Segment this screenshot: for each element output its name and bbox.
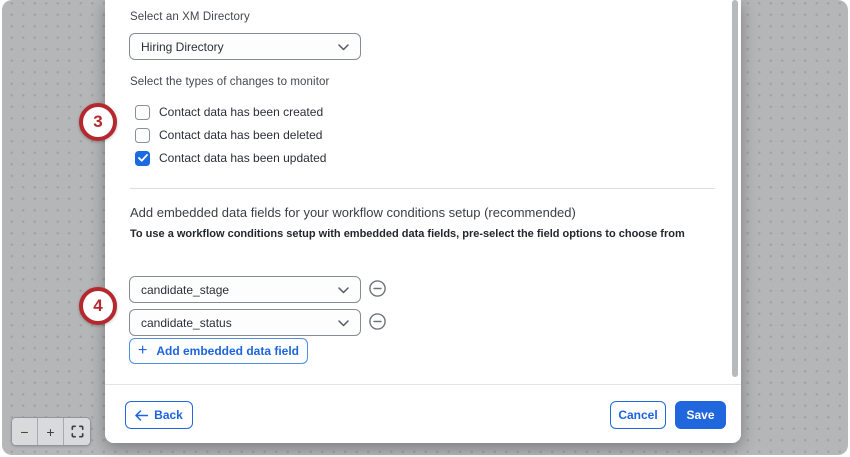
arrow-left-icon <box>135 410 148 421</box>
change-types-label: Select the types of changes to monitor <box>130 76 330 88</box>
chevron-down-icon <box>338 316 349 330</box>
fit-screen-button[interactable] <box>64 418 90 445</box>
modal-footer <box>105 384 741 443</box>
zoom-in-button[interactable] <box>38 418 64 445</box>
plus-icon: + <box>137 341 148 359</box>
embedded-data-subheading: To use a workflow conditions setup with embedded data fields, pre-select the field options to choose from <box>130 228 685 240</box>
chevron-down-icon <box>338 40 349 54</box>
checkbox-row-created[interactable] <box>135 104 323 120</box>
save-button-label: Save <box>686 408 715 422</box>
checkbox-updated-label: Contact data has been updated <box>159 151 327 165</box>
check-icon <box>138 149 148 167</box>
add-embedded-data-field-label: Add embedded data field <box>156 344 300 358</box>
minus-circle-icon <box>369 280 386 300</box>
embedded-field-dropdown-1[interactable] <box>129 276 361 303</box>
embedded-field-1-value: candidate_stage <box>141 282 230 297</box>
remove-field-2-button[interactable] <box>368 314 386 332</box>
directory-label: Select an XM Directory <box>130 11 250 23</box>
checkbox-deleted-label: Contact data has been deleted <box>159 128 323 142</box>
embedded-field-2-value: candidate_status <box>141 315 232 330</box>
section-divider <box>130 188 715 189</box>
cancel-button[interactable] <box>610 401 666 429</box>
fit-screen-icon <box>71 425 84 438</box>
annotation-step-3-number: 3 <box>93 112 103 131</box>
checkbox-row-updated[interactable] <box>135 150 326 166</box>
directory-dropdown-value: Hiring Directory <box>141 39 224 54</box>
cancel-button-label: Cancel <box>618 408 658 422</box>
directory-dropdown[interactable] <box>129 33 361 60</box>
back-button[interactable] <box>125 401 193 429</box>
minus-circle-icon <box>369 313 386 333</box>
canvas-zoom-controls <box>11 417 91 446</box>
zoom-out-icon: − <box>20 423 29 440</box>
back-button-label: Back <box>154 408 183 422</box>
zoom-in-icon: + <box>46 423 55 440</box>
checkbox-row-deleted[interactable] <box>135 127 322 143</box>
zoom-out-button[interactable] <box>12 418 38 445</box>
checkbox-created[interactable] <box>135 105 150 120</box>
annotation-step-4-number: 4 <box>93 296 103 315</box>
modal-scrollbar-thumb[interactable] <box>732 0 738 377</box>
annotation-step-3 <box>79 103 117 141</box>
workflow-setup-modal <box>105 0 741 443</box>
add-embedded-data-field-button[interactable] <box>129 338 308 364</box>
chevron-down-icon <box>338 283 349 297</box>
remove-field-1-button[interactable] <box>368 281 386 299</box>
checkbox-created-label: Contact data has been created <box>159 105 324 119</box>
save-button[interactable] <box>675 401 726 429</box>
embedded-field-dropdown-2[interactable] <box>129 309 361 336</box>
checkbox-deleted[interactable] <box>135 128 150 143</box>
embedded-data-heading: Add embedded data fields for your workflow conditions setup (recommended) <box>130 205 576 220</box>
checkbox-updated[interactable] <box>135 151 150 166</box>
annotation-step-4 <box>79 287 117 325</box>
